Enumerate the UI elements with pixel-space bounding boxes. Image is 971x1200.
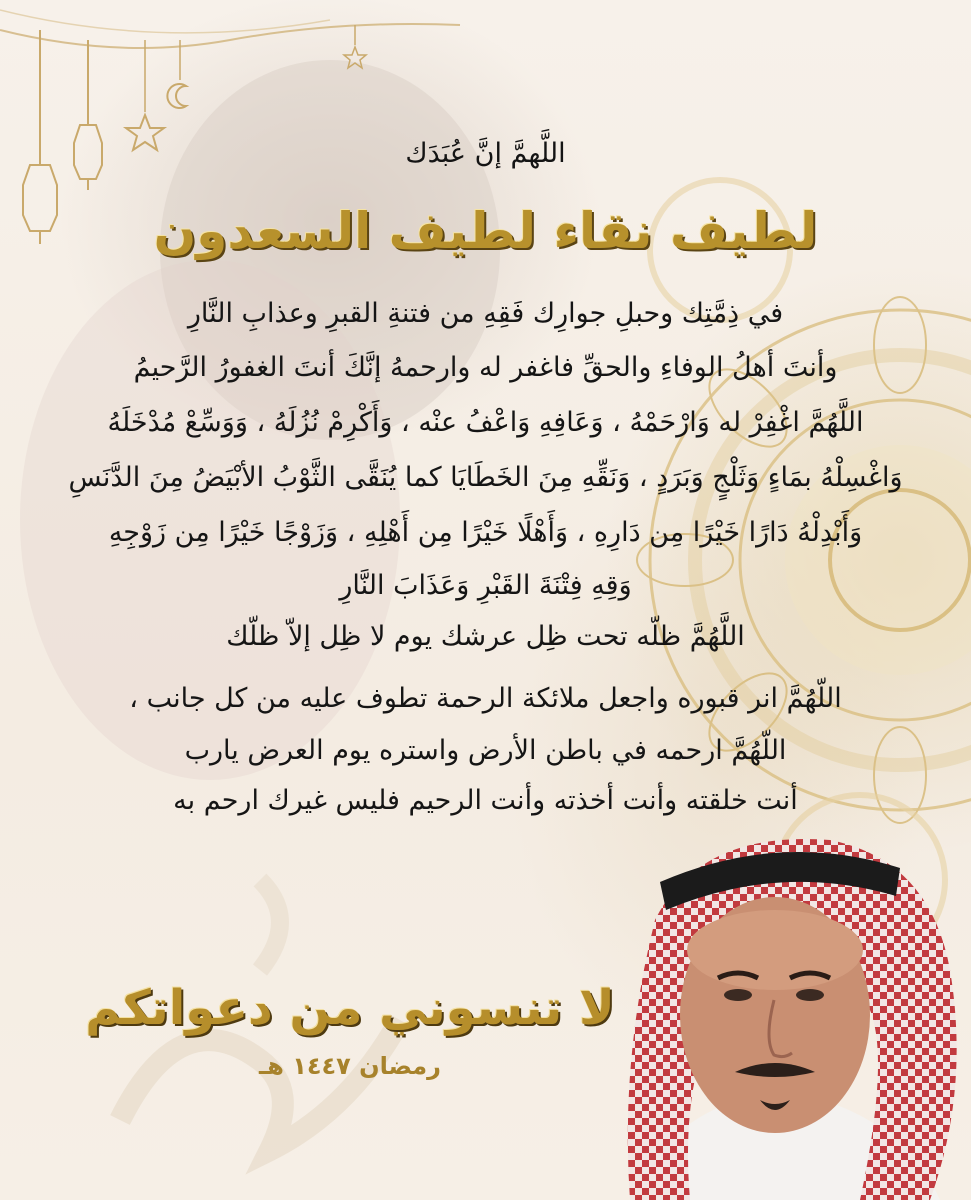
dua-line: وأنتَ أهلُ الوفاءِ والحقِّ فاغفر له وارحمهُ إنَّكَ أنتَ الغفورُ الرَّحيمُ	[133, 352, 838, 383]
dua-line: اللَّهُمَّ ظلّه تحت ظِل عرشك يوم لا ظِل إلاّ ظلّك	[226, 621, 745, 652]
portrait-photo	[600, 810, 971, 1200]
dua-line: أنت خلقته وأنت أخذته وأنت الرحيم فليس غيرك ارحم به	[173, 785, 798, 816]
dua-line: اللّهُمَّ ارحمه في باطن الأرض واستره يوم العرض يارب	[184, 735, 787, 766]
star-icon	[126, 40, 164, 150]
hijri-date: رمضان ١٤٤٧ هـ	[259, 1052, 441, 1080]
dua-line: في ذِمَّتِك وحبلِ جوارِك فَقِهِ من فتنةِ القبرِ وعذابِ النَّارِ	[187, 298, 784, 329]
dua-line: وَاغْسِلْهُ بمَاءٍ وَثَلْجٍ وَبَرَدٍ ، وَنَقِّهِ مِنَ الخَطَايَا كما يُنَقَّى الثَّوْبُ الأبْيَضُ مِنَ الدَّنَسِ	[68, 462, 903, 493]
dua-line: وَأَبْدِلْهُ دَارًا خَيْرًا مِن دَارِهِ ، وَأَهْلًا خَيْرًا مِن أَهْلِهِ ، وَزَوْجًا خَيْرًا مِن زَوْجِهِ	[108, 517, 863, 548]
dua-line: اللَّهُمَّ اغْفِرْ له وَارْحَمْهُ ، وَعَافِهِ وَاعْفُ عنْه ، وَأَكْرِمْ نُزُلَهُ ، وَوَسِّعْ مُدْخَلَهُ	[107, 407, 864, 438]
reminder-heading: لا تنسوني من دعواتكم	[85, 980, 615, 1036]
dua-line: اللّهُمَّ انر قبوره واجعل ملائكة الرحمة تطوف عليه من كل جانب ،	[129, 683, 842, 714]
deceased-name: لطيف نقاء لطيف السعدون	[153, 202, 818, 260]
calligraphy-watermark	[120, 1020, 400, 1150]
dua-line: وَقِهِ فِتْنَةَ القَبْرِ وَعَذَابَ النَّارِ	[339, 570, 632, 601]
crescent-icon	[167, 40, 186, 108]
intro-line: اللَّهمَّ إنَّ عُبَدَك	[405, 138, 566, 169]
